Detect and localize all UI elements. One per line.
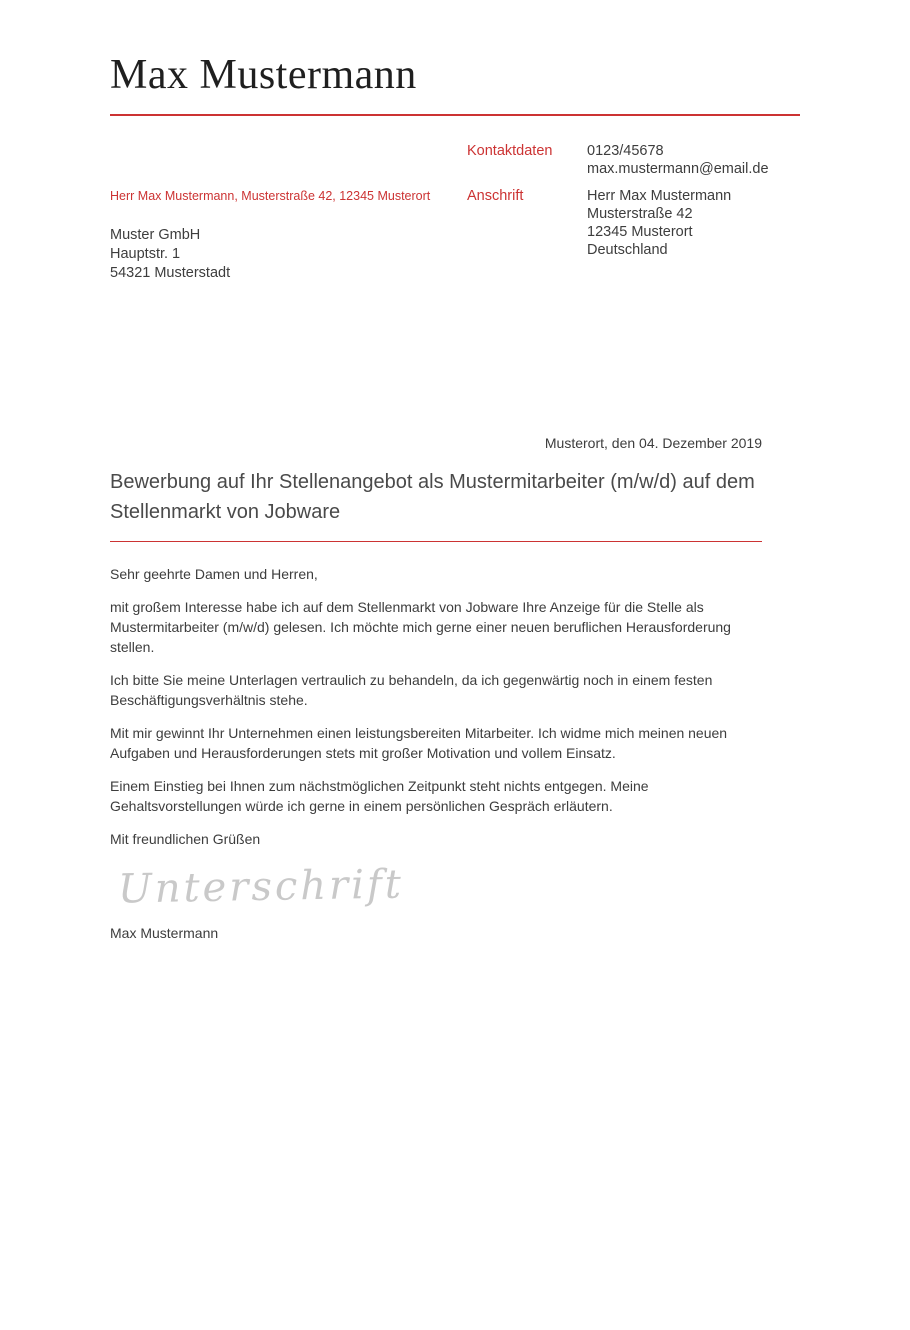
address-row <box>110 187 800 283</box>
contact-email: max.mustermann@email.de <box>587 161 769 178</box>
sender-line: Herr Max Mustermann, Musterstraße 42, 12345 Musterort <box>110 189 431 204</box>
info-grid <box>110 142 800 283</box>
address-line: Deutschland <box>587 242 668 259</box>
address-values <box>587 187 800 259</box>
header-divider <box>110 114 800 116</box>
subject-heading: Bewerbung auf Ihr Stellenangebot als Mustermitarbeiter (m/w/d) auf dem Stellenmarkt von Jobware <box>110 471 755 524</box>
signature: Unterschrift <box>117 861 405 913</box>
subject-divider <box>110 541 762 542</box>
contact-phone: 0123/45678 <box>587 143 664 160</box>
closing-line: Mit freundlichen Grüßen <box>110 831 261 848</box>
address-line: Musterstraße 42 <box>587 206 693 223</box>
recipient-line: Hauptstr. 1 <box>110 246 181 263</box>
letter-header <box>110 0 800 116</box>
address-label: Anschrift <box>467 188 524 205</box>
body-paragraph: Einem Einstieg bei Ihnen zum nächstmöglichen Zeitpunkt steht nichts entgegen. Meine Gehaltsvorstellungen würde ich gerne in einem persönlichen Gespräch erläutern. <box>110 778 649 815</box>
body-paragraph: mit großem Interesse habe ich auf dem Stellenmarkt von Jobware Ihre Anzeige für die Stelle als Mustermitarbeiter (m/w/d) gelesen. Ich möchte mich gerne einer neuen beruflichen Herausforderung stellen. <box>110 599 731 656</box>
contact-values <box>587 142 800 178</box>
recipient-address-block <box>110 226 467 283</box>
salutation: Sehr geehrte Damen und Herren, <box>110 566 318 583</box>
address-line: 12345 Musterort <box>587 224 693 241</box>
signer-name: Max Mustermann <box>110 925 219 942</box>
recipient-line: 54321 Musterstadt <box>110 265 231 282</box>
body-paragraph: Ich bitte Sie meine Unterlagen vertraulich zu behandeln, da ich gegenwärtig noch in einem festen Beschäftigungsverhältnis stehe. <box>110 672 713 709</box>
contact-label: Kontaktdaten <box>467 143 553 160</box>
contact-row <box>110 142 800 178</box>
address-line: Herr Max Mustermann <box>587 188 732 205</box>
address-row-left <box>110 187 467 283</box>
date-line: Musterort, den 04. Dezember 2019 <box>544 435 762 452</box>
recipient-line: Muster GmbH <box>110 227 201 244</box>
page-title: Max Mustermann <box>110 52 417 98</box>
letter-body <box>110 564 762 849</box>
body-paragraph: Mit mir gewinnt Ihr Unternehmen einen leistungsbereiten Mitarbeiter. Ich widme mich meinen neuen Aufgaben und Herausforderungen stets mit großer Motivation und vollem Einsatz. <box>110 725 728 762</box>
